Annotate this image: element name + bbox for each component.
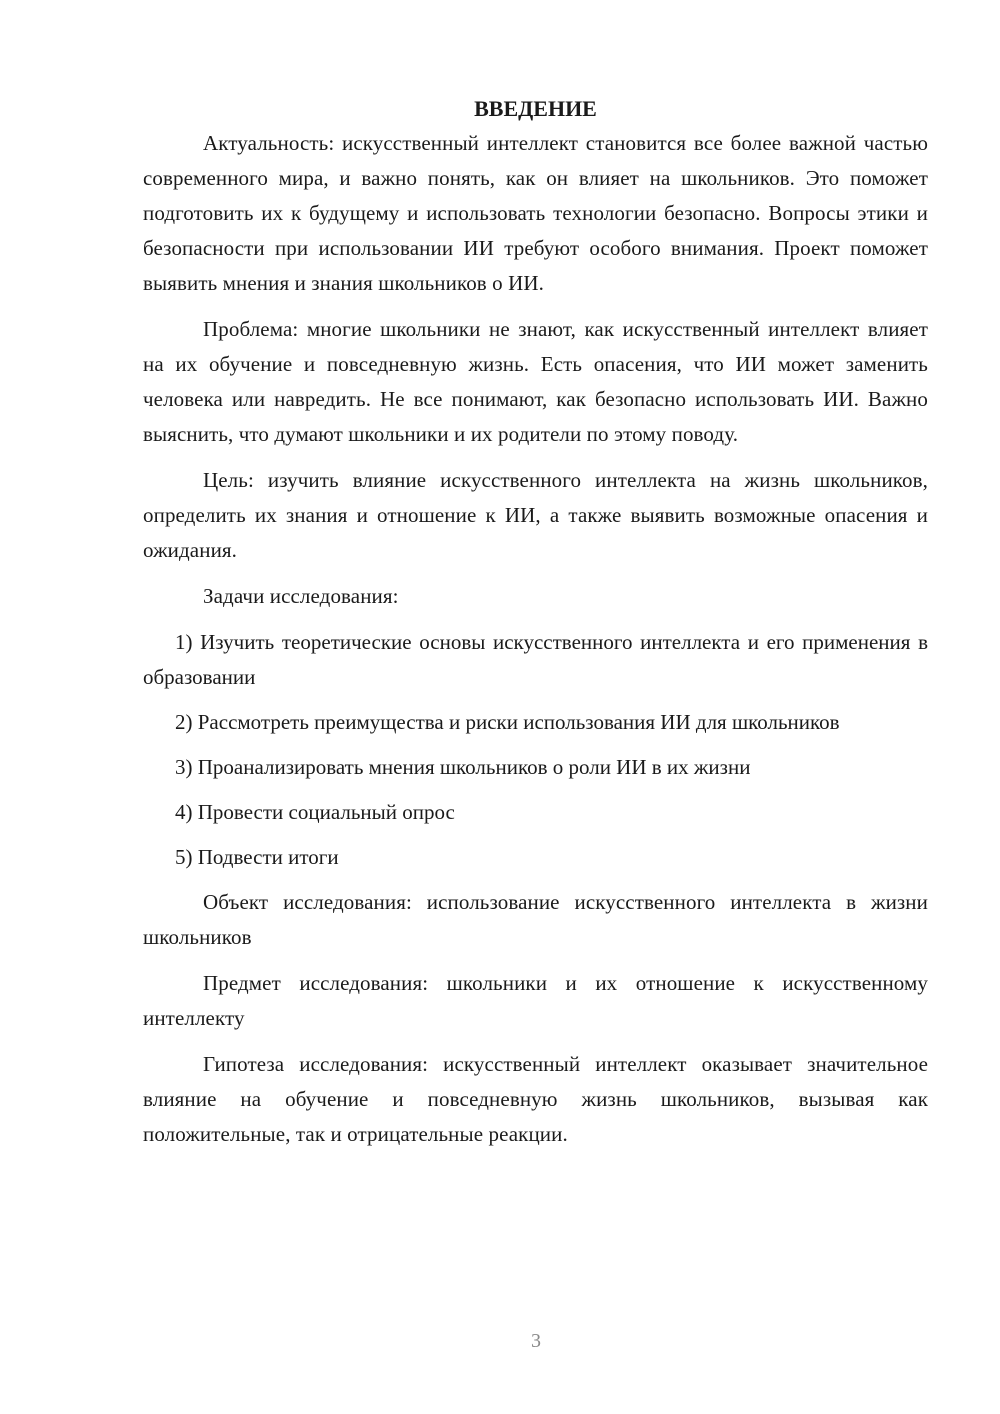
paragraph-subject: Предмет исследования: школьники и их отношение к искусственному интеллекту: [143, 971, 928, 1030]
document-page: [143, 92, 928, 1163]
paragraph-relevance: Актуальность: искусственный интеллект становится все более важной частью современного мира, и важно понять, как он влияет на школьников. Это поможет подготовить их к будущему и использовать технологии безопасно. Вопросы этики и безопасности при использовании ИИ требуют особого внимания. Проект поможет выявить мнения и знания школьников о ИИ.: [143, 131, 928, 295]
paragraph-problem: Проблема: многие школьники не знают, как искусственный интеллект влияет на их обучение и повседневную жизнь. Есть опасения, что ИИ может заменить человека или навредить. Не все понимают, как безопасно использовать ИИ. Важно выяснить, что думают школьники и их родители по этому поводу.: [143, 317, 928, 446]
page-title: ВВЕДЕНИЕ: [474, 96, 597, 121]
task-item-5: 5) Подвести итоги: [175, 845, 339, 869]
paragraph-goal: Цель: изучить влияние искусственного интеллекта на жизнь школьников, определить их знания и отношение к ИИ, а также выявить возможные опасения и ожидания.: [143, 468, 928, 562]
paragraph-hypothesis: Гипотеза исследования: искусственный интеллект оказывает значительное влияние на обучение и повседневную жизнь школьников, вызывая как положительные, так и отрицательные реакции.: [143, 1052, 928, 1146]
task-item-2: 2) Рассмотреть преимущества и риски использования ИИ для школьников: [175, 710, 840, 734]
task-item-4: 4) Провести социальный опрос: [175, 800, 455, 824]
paragraph-object: Объект исследования: использование искусственного интеллекта в жизни школьников: [143, 890, 928, 949]
task-item-1: 1) Изучить теоретические основы искусственного интеллекта и его применения в образовании: [143, 630, 928, 689]
page-number: 3: [531, 1330, 541, 1352]
task-item-3: 3) Проанализировать мнения школьников о роли ИИ в их жизни: [175, 755, 751, 779]
tasks-heading: Задачи исследования:: [203, 584, 399, 608]
